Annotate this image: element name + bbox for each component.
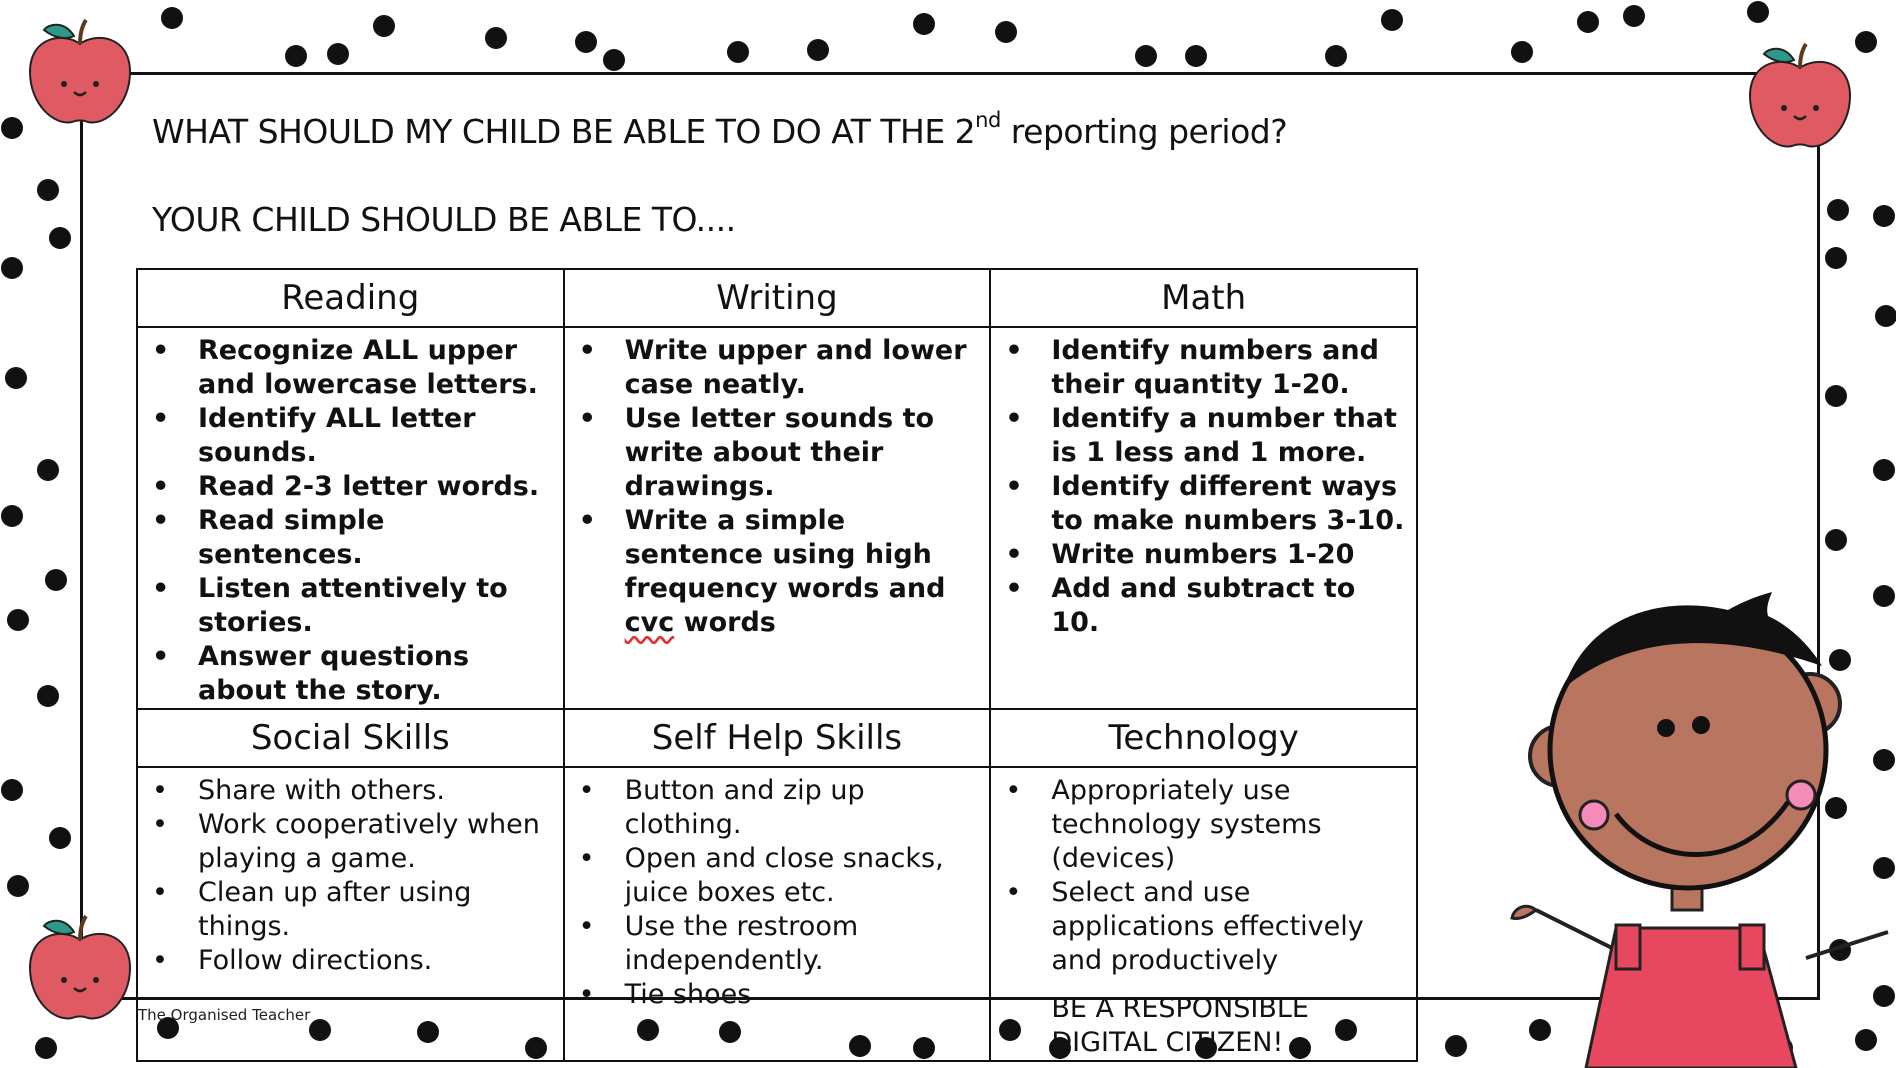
polka-dot: [1, 117, 23, 139]
polka-dot: [49, 227, 71, 249]
child-illustration: [1476, 580, 1896, 1068]
polka-dot: [603, 49, 625, 71]
list-item: • Use letter sounds to write about their drawings.: [565, 402, 980, 504]
polka-dot: [1827, 199, 1849, 221]
table-row: [137, 327, 1417, 709]
list-item: • Listen attentively to stories.: [138, 572, 553, 640]
polka-dot: [485, 27, 507, 49]
list-item: • Add and subtract to 10.: [991, 572, 1406, 640]
polka-dot: [995, 21, 1017, 43]
table-header-row: [137, 709, 1417, 767]
header-reading: Reading: [137, 269, 564, 327]
list-item: • Recognize ALL upper and lowercase letters.: [138, 334, 553, 402]
polka-dot: [1, 779, 23, 801]
polka-dot: [1825, 247, 1847, 269]
list-item: • Tie shoes: [565, 978, 980, 1012]
polka-dot: [1185, 45, 1207, 67]
math-list: [991, 334, 1416, 640]
list-item: • Write numbers 1-20: [991, 538, 1406, 572]
header-technology: Technology: [990, 709, 1417, 767]
list-item: • Button and zip up clothing.: [565, 774, 980, 842]
list-item: • Work cooperatively when playing a game.: [138, 808, 553, 876]
spellcheck-word: cvc: [624, 607, 675, 638]
polka-dot: [1577, 11, 1599, 33]
polka-dot: [1325, 45, 1347, 67]
technology-note: BE A RESPONSIBLE DIGITAL CITIZEN!: [1051, 993, 1309, 1058]
list-item: • Identify a number that is 1 less and 1 more.: [991, 402, 1406, 470]
reading-cell: [137, 327, 564, 709]
header-writing: Writing: [564, 269, 991, 327]
list-item: • Follow directions.: [138, 944, 553, 978]
title-prefix: WHAT SHOULD MY CHILD BE ABLE TO DO AT THE 2: [152, 112, 976, 151]
polka-dot: [37, 179, 59, 201]
list-item: • Read 2-3 letter words.: [138, 470, 553, 504]
list-item: • Write upper and lower case neatly.: [565, 334, 980, 402]
list-item-text: Write a simple sentence using high frequency words and: [624, 505, 946, 604]
title-suffix: reporting period?: [1000, 112, 1288, 151]
social-list: [138, 774, 563, 978]
footer-credit: The Organised Teacher: [138, 1006, 311, 1024]
header-math: Math: [990, 269, 1417, 327]
reading-list: [138, 334, 563, 708]
list-item-tail: words: [674, 607, 776, 638]
list-item: • Appropriately use technology systems (devices): [991, 774, 1406, 876]
apple-icon: [24, 14, 136, 128]
writing-list: [565, 334, 990, 640]
polka-dot: [5, 367, 27, 389]
list-item: • Identify numbers and their quantity 1-20.: [991, 334, 1406, 402]
polka-dot: [45, 569, 67, 591]
polka-dot: [1, 505, 23, 527]
list-item: • Select and use applications effectively and productively: [991, 876, 1406, 978]
polka-dot: [1, 257, 23, 279]
writing-cell: [564, 327, 991, 709]
polka-dot: [161, 7, 183, 29]
technology-cell: [990, 767, 1417, 1061]
polka-dot: [1445, 1035, 1467, 1057]
self-help-list: [565, 774, 990, 1012]
polka-dot: [37, 459, 59, 481]
page-subtitle: YOUR CHILD SHOULD BE ABLE TO....: [152, 200, 736, 239]
math-cell: [990, 327, 1417, 709]
polka-dot: [1873, 459, 1895, 481]
list-item: • Use the restroom independently.: [565, 910, 980, 978]
polka-dot: [575, 31, 597, 53]
list-item: • Answer questions about the story.: [138, 640, 553, 708]
skills-table: [136, 268, 1418, 1062]
polka-dot: [1875, 305, 1896, 327]
polka-dot: [727, 41, 749, 63]
polka-dot: [1855, 31, 1877, 53]
polka-dot: [7, 609, 29, 631]
polka-dot: [285, 45, 307, 67]
list-item: • Read simple sentences.: [138, 504, 553, 572]
header-self-help-skills: Self Help Skills: [564, 709, 991, 767]
polka-dot: [35, 1037, 57, 1059]
polka-dot: [1623, 5, 1645, 27]
polka-dot: [1747, 1, 1769, 23]
header-social-skills: Social Skills: [137, 709, 564, 767]
list-item: • Identify ALL letter sounds.: [138, 402, 553, 470]
apple-icon: [24, 910, 136, 1024]
technology-list: [991, 774, 1416, 978]
apple-icon: [1744, 38, 1856, 152]
polka-dot: [1381, 9, 1403, 31]
polka-dot: [1135, 45, 1157, 67]
table-row: [137, 767, 1417, 1061]
polka-dot: [373, 15, 395, 37]
list-item: • Clean up after using things.: [138, 876, 553, 944]
polka-dot: [1511, 41, 1533, 63]
polka-dot: [1825, 385, 1847, 407]
self-help-cell: [564, 767, 991, 1061]
list-item: • Share with others.: [138, 774, 553, 808]
polka-dot: [1873, 205, 1895, 227]
list-item: • Identify different ways to make numbers 3-10.: [991, 470, 1406, 538]
page-title: [152, 108, 1288, 151]
polka-dot: [1825, 529, 1847, 551]
polka-dot: [37, 685, 59, 707]
list-item: [565, 504, 980, 640]
polka-dot: [807, 39, 829, 61]
polka-dot: [7, 875, 29, 897]
polka-dot: [49, 827, 71, 849]
polka-dot: [913, 13, 935, 35]
title-superscript: nd: [975, 108, 1001, 132]
table-header-row: [137, 269, 1417, 327]
list-item: • Open and close snacks, juice boxes etc.: [565, 842, 980, 910]
polka-dot: [327, 43, 349, 65]
